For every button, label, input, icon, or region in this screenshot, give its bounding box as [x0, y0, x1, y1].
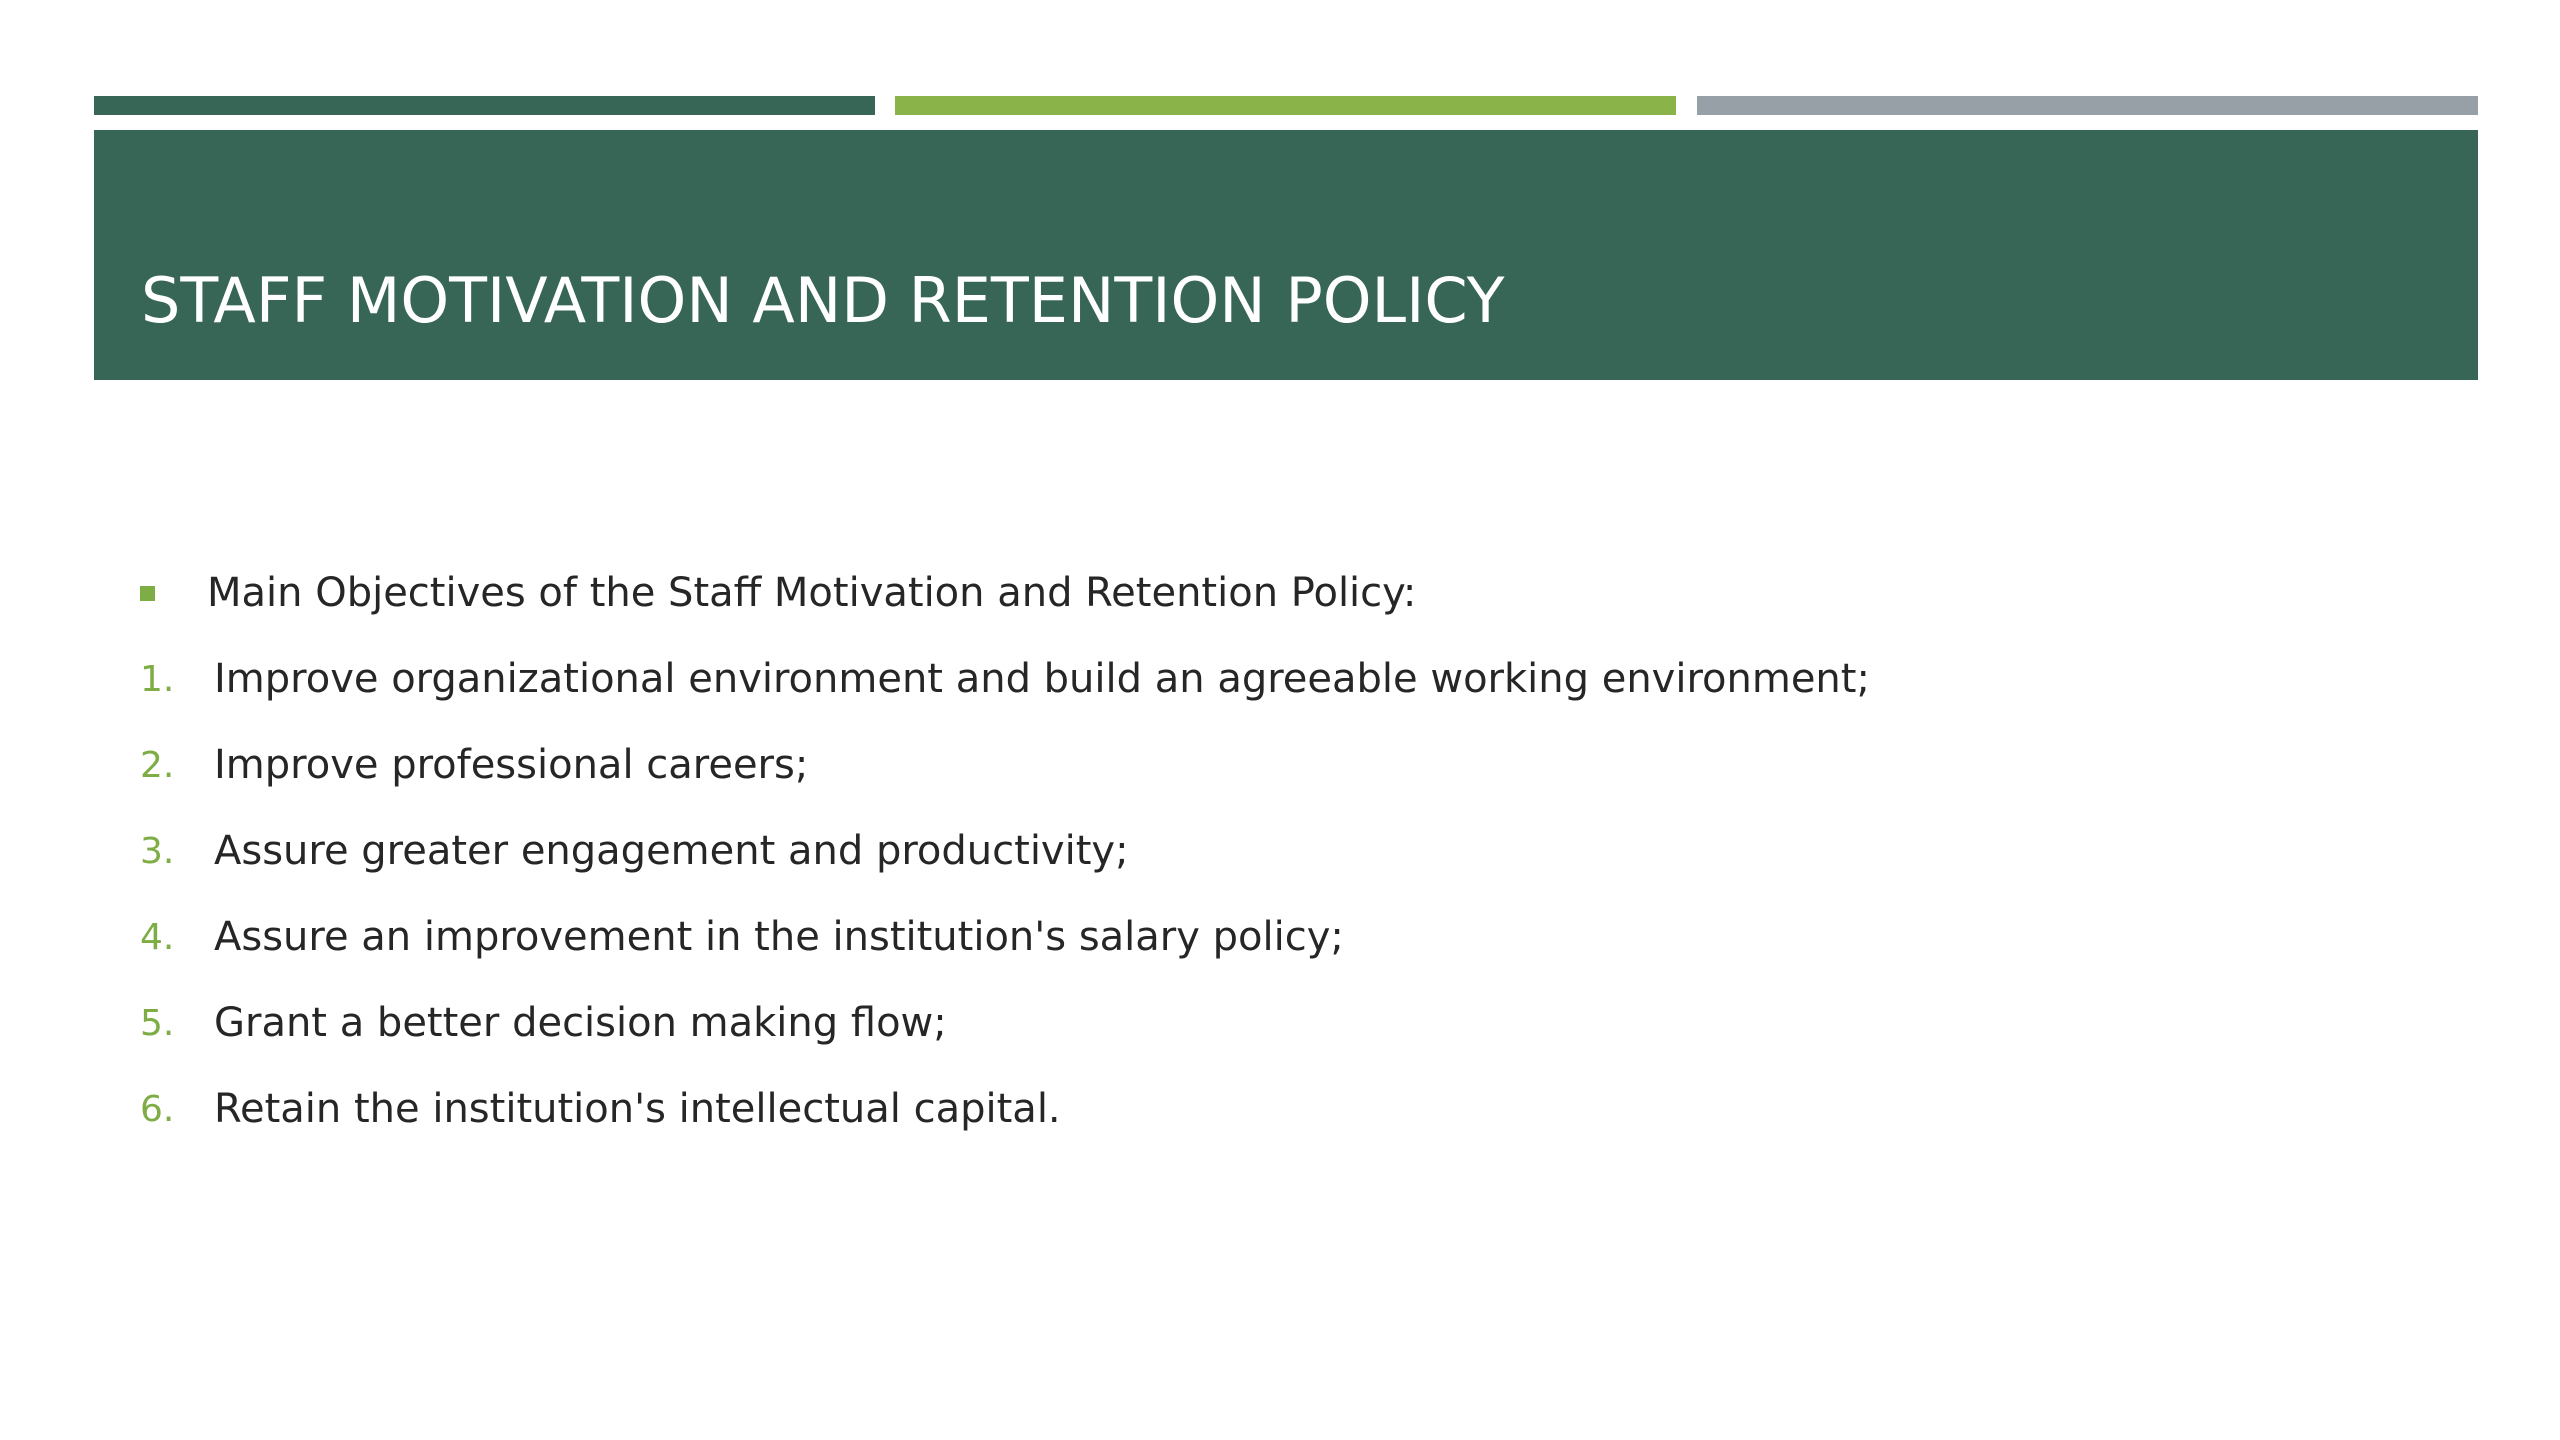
list-item-number: 3.: [140, 830, 175, 872]
list-item: [140, 816, 2340, 886]
list-item: [140, 1074, 2340, 1144]
list-item: [140, 644, 2340, 714]
intro-bullet-row: [140, 558, 2340, 628]
list-item: [140, 988, 2340, 1058]
list-item-number: 4.: [140, 916, 175, 958]
list-item-text: Assure greater engagement and productivity;: [214, 828, 1129, 874]
accent-bar-gray: [1697, 96, 2478, 115]
accent-bar-dark-green: [94, 96, 875, 115]
list-item-number: 2.: [140, 744, 175, 786]
accent-bar-light-green: [895, 96, 1676, 115]
list-item-text: Improve organizational environment and build an agreeable working environment;: [214, 656, 1870, 702]
list-item-text: Retain the institution's intellectual capital.: [214, 1086, 1061, 1132]
content-body: [140, 558, 2340, 1160]
list-item-text: Assure an improvement in the institution's salary policy;: [214, 914, 1344, 960]
list-item-number: 5.: [140, 1002, 175, 1044]
square-bullet-icon: [140, 586, 155, 601]
objectives-list: [140, 644, 2340, 1144]
list-item-text: Improve professional careers;: [214, 742, 809, 788]
slide-title: STAFF MOTIVATION AND RETENTION POLICY: [141, 264, 1505, 337]
list-item: [140, 730, 2340, 800]
title-band: [94, 130, 2478, 380]
list-item: [140, 902, 2340, 972]
intro-text: Main Objectives of the Staff Motivation and Retention Policy:: [207, 570, 1417, 616]
list-item-number: 6.: [140, 1088, 175, 1130]
list-item-number: 1.: [140, 658, 175, 700]
list-item-text: Grant a better decision making flow;: [214, 1000, 947, 1046]
